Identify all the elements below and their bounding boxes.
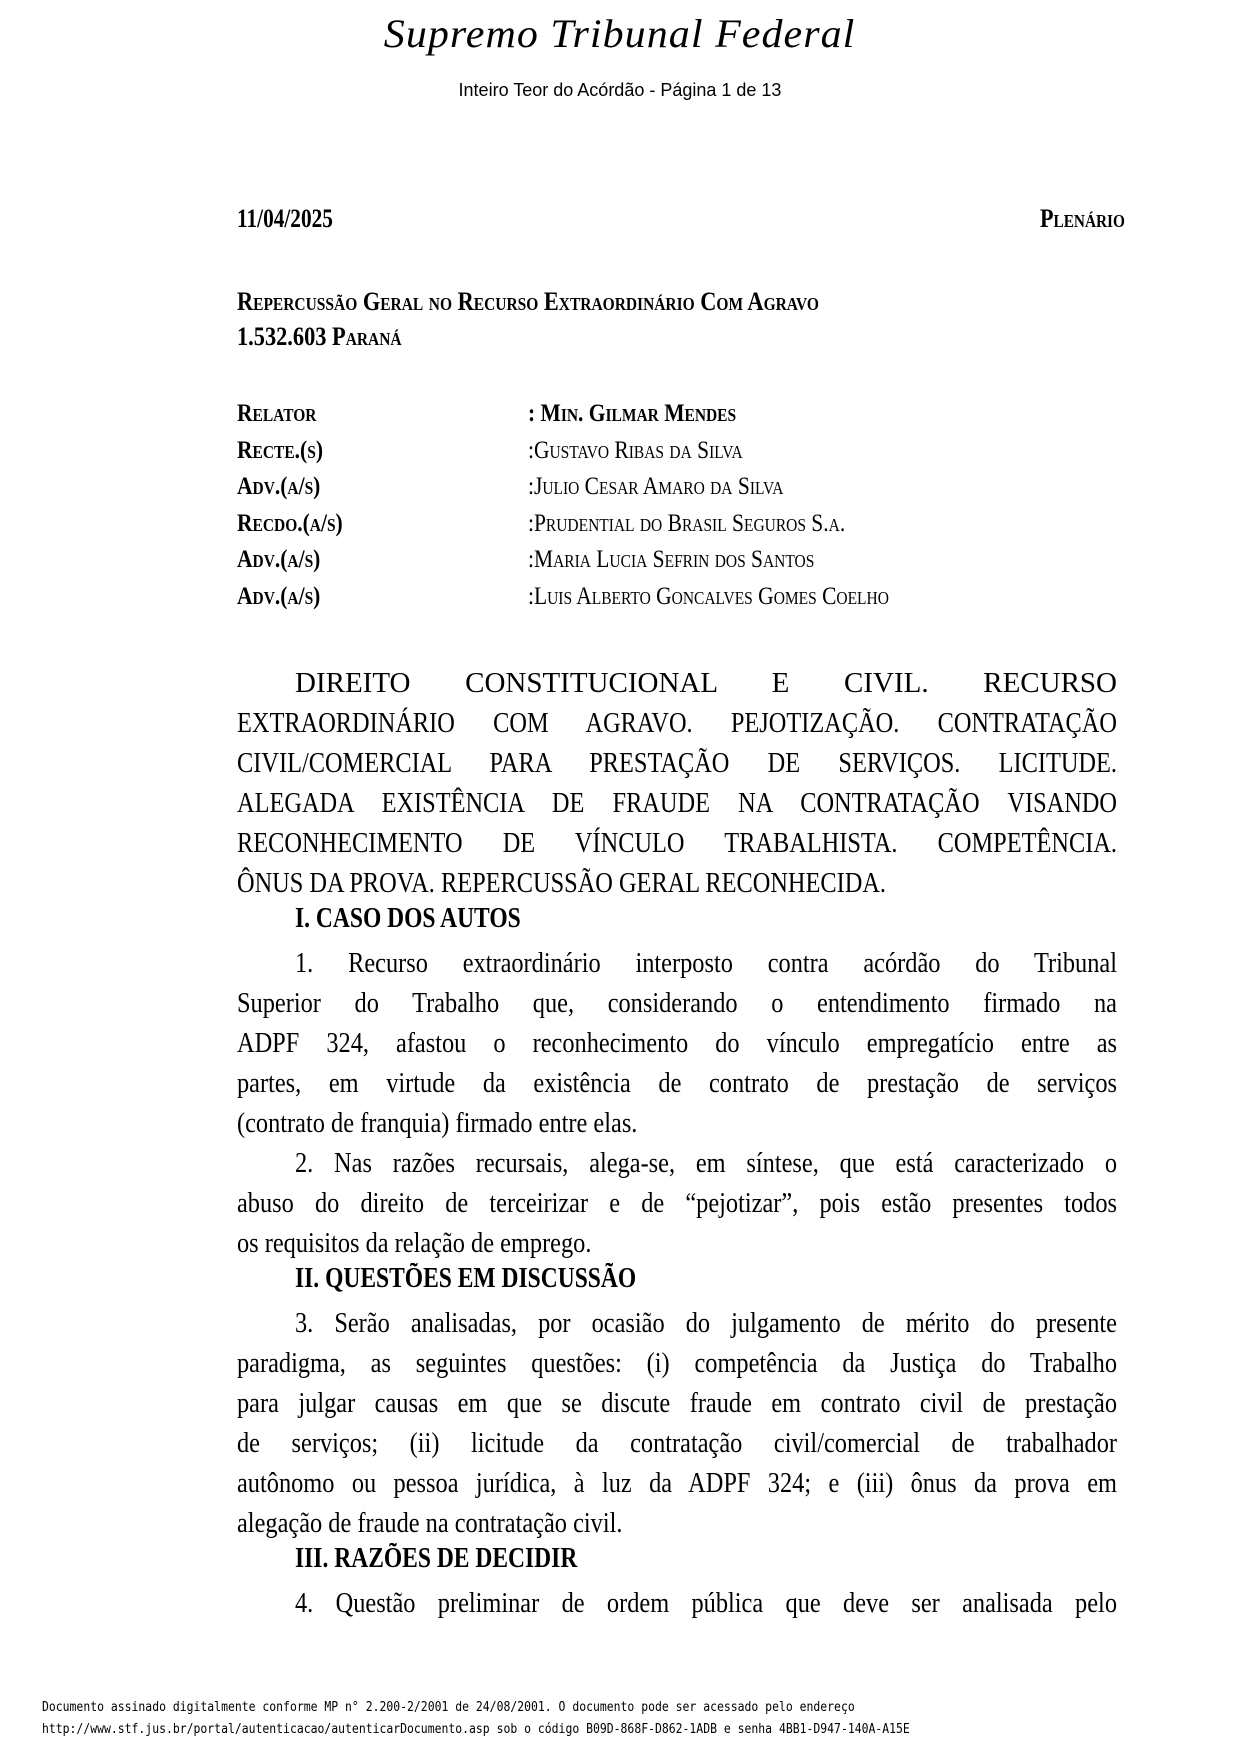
paragraph-line: alegação de fraude na contratação civil. bbox=[237, 1507, 623, 1539]
section-heading: I. CASO DOS AUTOS bbox=[295, 903, 521, 934]
paragraph-line: 3. Serão analisadas, por ocasião do julgamento de mérito do presente bbox=[295, 1307, 1117, 1339]
paragraph-line: paradigma, as seguintes questões: (i) competência da Justiça do Trabalho bbox=[237, 1347, 1118, 1379]
party-value: : Min. Gilmar Mendes bbox=[528, 400, 737, 427]
ementa-line: DIREITO CONSTITUCIONAL E CIVIL. RECURSO bbox=[295, 667, 1117, 699]
paragraph-line: (contrato de franquia) firmado entre elas. bbox=[237, 1107, 638, 1139]
section-heading: III. RAZÕES DE DECIDIR bbox=[295, 1543, 578, 1574]
document-date: 11/04/2025 bbox=[237, 204, 333, 233]
party-label: Adv.(a/s) bbox=[237, 583, 321, 610]
party-value: :Maria Lucia Sefrin dos Santos bbox=[528, 546, 815, 573]
judging-body: Plenário bbox=[1040, 204, 1125, 233]
party-label: Recte.(s) bbox=[237, 437, 323, 464]
paragraph-line: ADPF 324, afastou o reconhecimento do vínculo empregatício entre as bbox=[237, 1027, 1118, 1059]
page-info: Inteiro Teor do Acórdão - Página 1 de 13 bbox=[458, 80, 782, 100]
section-heading: II. QUESTÕES EM DISCUSSÃO bbox=[295, 1263, 637, 1294]
party-label: Recdo.(a/s) bbox=[237, 510, 343, 537]
paragraph-line: 4. Questão preliminar de ordem pública que deve ser analisada pelo bbox=[295, 1587, 1118, 1619]
paragraph-line: autônomo ou pessoa jurídica, à luz da ADPF 324; e (iii) ônus da prova em bbox=[237, 1467, 1118, 1499]
party-label: Relator bbox=[237, 400, 317, 427]
paragraph-line: os requisitos da relação de emprego. bbox=[237, 1227, 592, 1259]
case-title-line-2: 1.532.603 Paraná bbox=[237, 322, 402, 351]
ementa-line: RECONHECIMENTO DE VÍNCULO TRABALHISTA. COMPETÊNCIA. bbox=[237, 827, 1118, 859]
court-name-header bbox=[0, 10, 1240, 57]
party-label: Adv.(a/s) bbox=[237, 473, 321, 500]
court-name-text: Supremo Tribunal Federal bbox=[384, 11, 856, 56]
party-label: Adv.(a/s) bbox=[237, 546, 321, 573]
paragraph-line: abuso do direito de terceirizar e de “pejotizar”, pois estão presentes todos bbox=[237, 1187, 1117, 1219]
ementa-line: ALEGADA EXISTÊNCIA DE FRAUDE NA CONTRATAÇÃO VISANDO bbox=[237, 787, 1118, 819]
party-value: :Luis Alberto Goncalves Gomes Coelho bbox=[528, 583, 889, 610]
paragraph-line: Superior do Trabalho que, considerando o entendimento firmado na bbox=[237, 987, 1117, 1019]
paragraph-line: de serviços; (ii) licitude da contratação civil/comercial de trabalhador bbox=[237, 1427, 1117, 1459]
paragraph-line: 2. Nas razões recursais, alega-se, em síntese, que está caracterizado o bbox=[295, 1147, 1118, 1179]
ementa-line: EXTRAORDINÁRIO COM AGRAVO. PEJOTIZAÇÃO. CONTRATAÇÃO bbox=[237, 707, 1117, 739]
party-value: :Julio Cesar Amaro da Silva bbox=[528, 473, 784, 500]
party-value: :Gustavo Ribas da Silva bbox=[528, 437, 743, 464]
paragraph-line: partes, em virtude da existência de contrato de prestação de serviços bbox=[237, 1067, 1118, 1099]
paragraph-line: 1. Recurso extraordinário interposto contra acórdão do Tribunal bbox=[295, 947, 1117, 979]
case-title-line-1: Repercussão Geral no Recurso Extraordinário Com Agravo bbox=[237, 287, 819, 316]
paragraph-line: para julgar causas em que se discute fraude em contrato civil de prestação bbox=[237, 1387, 1118, 1419]
ementa-line: CIVIL/COMERCIAL PARA PRESTAÇÃO DE SERVIÇOS. LICITUDE. bbox=[237, 747, 1118, 779]
party-value: :Prudential do Brasil Seguros S.a. bbox=[528, 510, 846, 537]
ementa-line: ÔNUS DA PROVA. REPERCUSSÃO GERAL RECONHECIDA. bbox=[237, 867, 887, 899]
footer-authentication-link[interactable]: http://www.stf.jus.br/portal/autenticacao/autenticarDocumento.asp sob o código B09D-868F-D862-1ADB e senha 4BB1-D947-140A-A15E bbox=[42, 1722, 910, 1737]
footer-signature-notice: Documento assinado digitalmente conforme MP n° 2.200-2/2001 de 24/08/2001. O documento pode ser acessado pelo endereço bbox=[42, 1700, 855, 1715]
